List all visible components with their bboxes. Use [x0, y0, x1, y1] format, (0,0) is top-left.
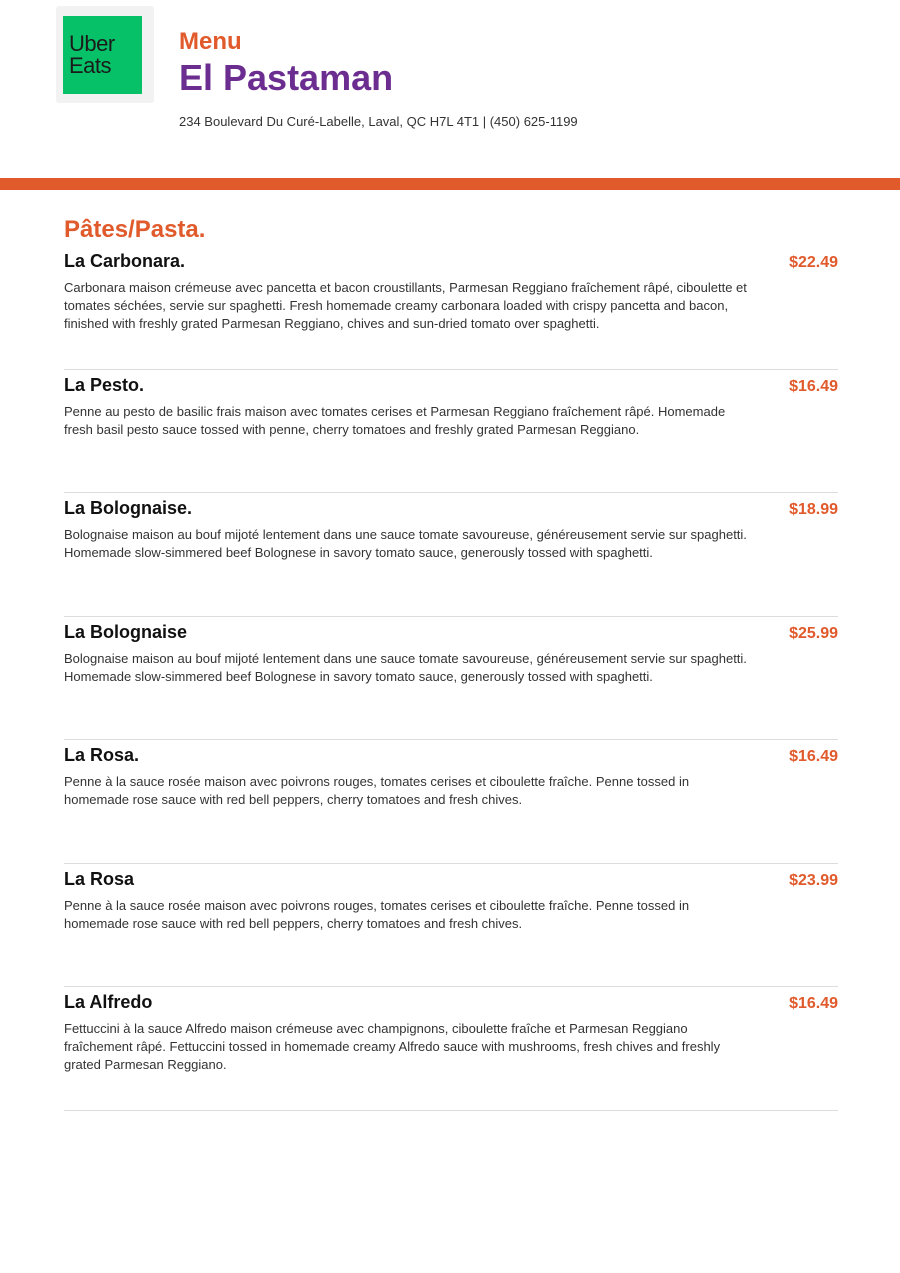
menu-section [64, 216, 838, 1111]
logo-text-line1: Uber [69, 31, 115, 56]
item-description: Penne au pesto de basilic frais maison avec tomates cerises et Parmesan Reggiano fraîchement râpé. Homemade fresh basil pesto sauce tossed with penne, cherry tomatoes and freshly grated Parmesan Reggiano. [64, 403, 726, 437]
item-price: $18.99 [789, 501, 838, 518]
menu-item [64, 868, 838, 988]
item-description: Fettuccini à la sauce Alfredo maison crémeuse avec champignons, ciboulette fraîche et Parmesan Reggiano fraîchement râpé. Fettuccini tossed in homemade creamy Alfredo sauce with mushrooms, fresh chives and freshly grated Parmesan Reggiano. [64, 1021, 721, 1072]
uber-eats-logo [63, 16, 142, 94]
menu-item [64, 744, 838, 864]
restaurant-address: 234 Boulevard Du Curé-Labelle, Laval, QC H7L 4T1 | (450) 625-1199 [179, 114, 578, 129]
item-price: $16.49 [789, 995, 838, 1012]
restaurant-name: El Pastaman [179, 57, 394, 98]
item-description: Carbonara maison crémeuse avec pancetta et bacon croustillants, Parmesan Reggiano fraîchement râpé, ciboulette et tomates séchées, servie sur spaghetti. Fresh homemade creamy carbonara loaded with crispy pancetta and bacon, finished with freshly grated Parmesan Reggiano, chives and sun-dried tomato over spaghetti. [64, 280, 747, 331]
menu-item [64, 497, 838, 617]
menu-item [64, 621, 838, 741]
menu-label: Menu [179, 28, 242, 55]
item-description: Penne à la sauce rosée maison avec poivrons rouges, tomates cerises et ciboulette fraîche. Penne tossed in homemade rose sauce with red bell peppers, cherry tomatoes and fresh chives. [64, 897, 690, 931]
item-price: $23.99 [789, 871, 838, 889]
item-description: Bolognaise maison au bouf mijoté lentement dans une sauce tomate savoureuse, généreusement servie sur spaghetti. Homemade slow-simmered beef Bolognese in savory tomato sauce, generously tossed with spaghetti. [64, 527, 747, 560]
item-name: La Alfredo [64, 992, 153, 1012]
item-name: La Rosa. [64, 745, 140, 765]
menu-item [64, 374, 838, 494]
section-title: Pâtes/Pasta. [64, 216, 206, 243]
logo-text-line2: Eats [69, 53, 112, 78]
item-name: La Bolognaise [64, 621, 188, 642]
menu-item [64, 250, 838, 370]
header-divider-bar [0, 178, 900, 190]
item-name: La Carbonara. [64, 251, 186, 271]
item-price: $25.99 [789, 624, 838, 642]
item-name: La Pesto. [64, 374, 145, 395]
menu-item [64, 991, 838, 1111]
item-name: La Rosa [64, 868, 135, 889]
item-price: $16.49 [789, 748, 838, 765]
logo-frame [56, 6, 154, 103]
item-name: La Bolognaise. [64, 498, 193, 518]
item-price: $16.49 [789, 377, 838, 395]
item-price: $22.49 [789, 254, 838, 271]
item-description: Bolognaise maison au bouf mijoté lentement dans une sauce tomate savoureuse, généreusement servie sur spaghetti. Homemade slow-simmered beef Bolognese in savory tomato sauce, generously tossed with spaghetti. [64, 650, 747, 684]
item-description: Penne à la sauce rosée maison avec poivrons rouges, tomates cerises et ciboulette fraîche. Penne tossed in homemade rose sauce with red bell peppers, cherry tomatoes and fresh chives. [64, 774, 690, 807]
menu-header [179, 28, 393, 98]
